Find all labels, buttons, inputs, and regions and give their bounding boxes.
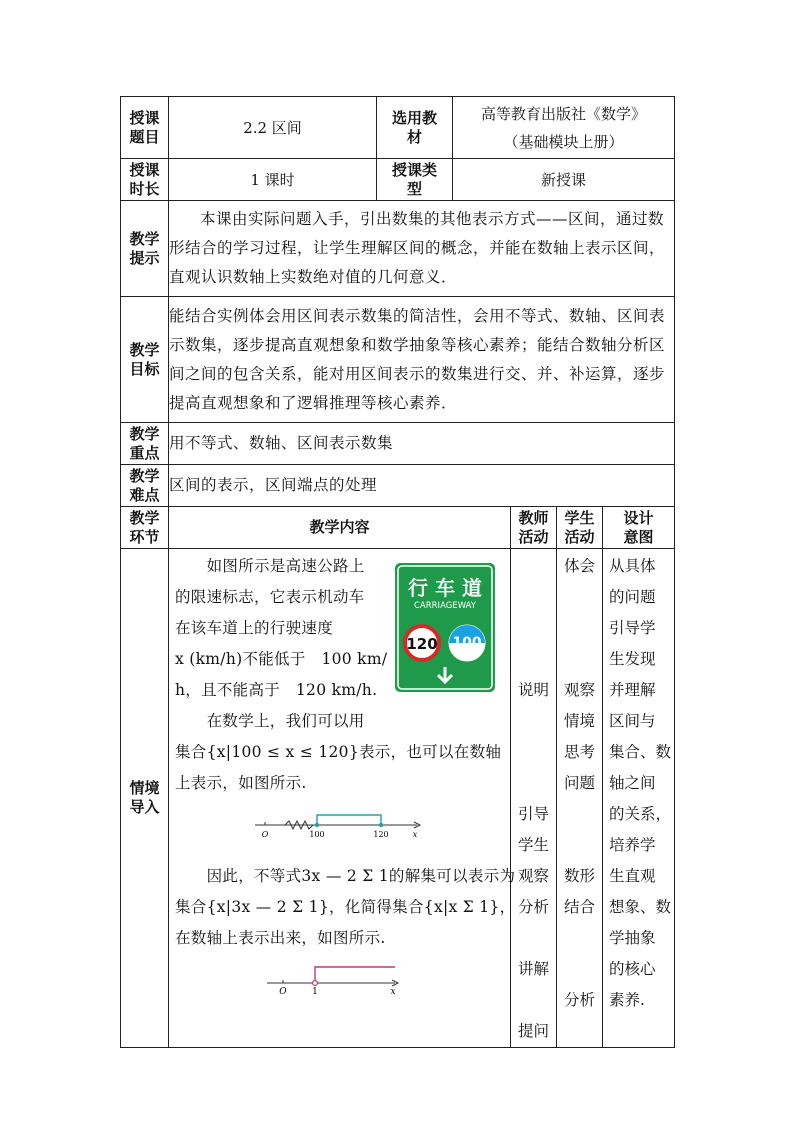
header-student: 学生 活动	[557, 507, 603, 549]
section-header-row	[121, 507, 675, 549]
situation-label: 情境 导入	[121, 549, 169, 1048]
key-text: 用不等式、数轴、区间表示数集	[169, 423, 675, 465]
min-speed-text: 100	[452, 635, 482, 651]
goal-label: 教学 目标	[121, 297, 169, 423]
type-value: 新授课	[453, 159, 675, 201]
nl2-origin: O	[279, 987, 287, 997]
nl1-right: 120	[373, 830, 389, 839]
content-lines-top: 如图所示是高速公路上 的限速标志，它表示机动车 在该车道上的行驶速度 x (km/h)不能低于 100 km/ h，且不能高于 120 km/h. 在数学上，我们可以用 集合{x|100 ≤ x ≤ 120}表示，也可以在数轴 上表示，如图所示.	[175, 557, 502, 792]
design-intent-col: 从具体 的问题 引导学 生发现 并理解 区间与 集合、数 轴之间 的关系， 培养学 生直观 想象、数 学抽象 的核心 素养.	[603, 549, 675, 1048]
number-line-1	[255, 813, 425, 843]
header-design: 设计 意图	[603, 507, 675, 549]
content-lines-bottom: 因此，不等式3x — 2 Σ 1的解集可以表示为 集合{x|3x — 2 Σ 1}，化简得集合{x|x Σ 1}， 在数轴上表示出来，如图所示.	[175, 867, 516, 947]
topic-value: 2.2 区间	[169, 97, 377, 159]
key-label: 教学 重点	[121, 423, 169, 465]
sign-subtitle: CARRIAGEWAY	[414, 601, 476, 611]
duration-label: 授课 时长	[121, 159, 169, 201]
goal-text: 能结合实例体会用区间表示数集的简洁性，会用不等式、数轴、区间表示数集，逐步提高直观想象和数学抽象等核心素养；能结合数轴分析区间之间的包含关系，能对用区间表示的数集进行交、并、补运算，逐步提高直观想象和了逻辑推理等核心素养．	[169, 297, 675, 423]
header-content: 教学内容	[169, 507, 511, 549]
lesson-plan-table	[120, 96, 675, 1048]
nl2-point: 1	[312, 987, 318, 997]
textbook-label: 选用教 材	[377, 97, 453, 159]
number-line-2	[267, 961, 427, 1001]
header-stage: 教学 环节	[121, 507, 169, 549]
duration-row	[121, 159, 675, 201]
nl1-origin: O	[261, 830, 269, 839]
hint-row	[121, 201, 675, 297]
situation-row	[121, 549, 675, 1048]
nl1-left: 100	[309, 830, 325, 839]
duration-value: 1 课时	[169, 159, 377, 201]
goal-row	[121, 297, 675, 423]
speed-limit-sign	[395, 563, 495, 692]
difficulty-label: 教学 难点	[121, 465, 169, 507]
textbook-value: 高等教育出版社《数学》 （基础模块上册）	[453, 97, 675, 159]
difficulty-text: 区间的表示，区间端点的处理	[169, 465, 675, 507]
hint-label: 教学 提示	[121, 201, 169, 297]
key-row	[121, 423, 675, 465]
nl2-axis: x	[390, 987, 396, 997]
topic-row	[121, 97, 675, 159]
topic-label: 授课 题目	[121, 97, 169, 159]
type-label: 授课类 型	[377, 159, 453, 201]
situation-content	[169, 549, 516, 1048]
hint-text: 本课由实际问题入手，引出数集的其他表示方式——区间，通过数形结合的学习过程，让学生理解区间的概念，并能在数轴上表示区间，直观认识数轴上实数绝对值的几何意义．	[169, 201, 675, 297]
teacher-activity-col: 说明 引导 学生 观察 分析 讲解 提问	[511, 549, 557, 1048]
nl1-axis: x	[412, 830, 418, 839]
sign-title: 行 车 道	[408, 576, 482, 600]
max-speed-text: 120	[406, 635, 438, 653]
difficulty-row	[121, 465, 675, 507]
header-teacher: 教师 活动	[511, 507, 557, 549]
student-activity-col: 体会 观察 情境 思考 问题 数形 结合 分析	[557, 549, 603, 1048]
